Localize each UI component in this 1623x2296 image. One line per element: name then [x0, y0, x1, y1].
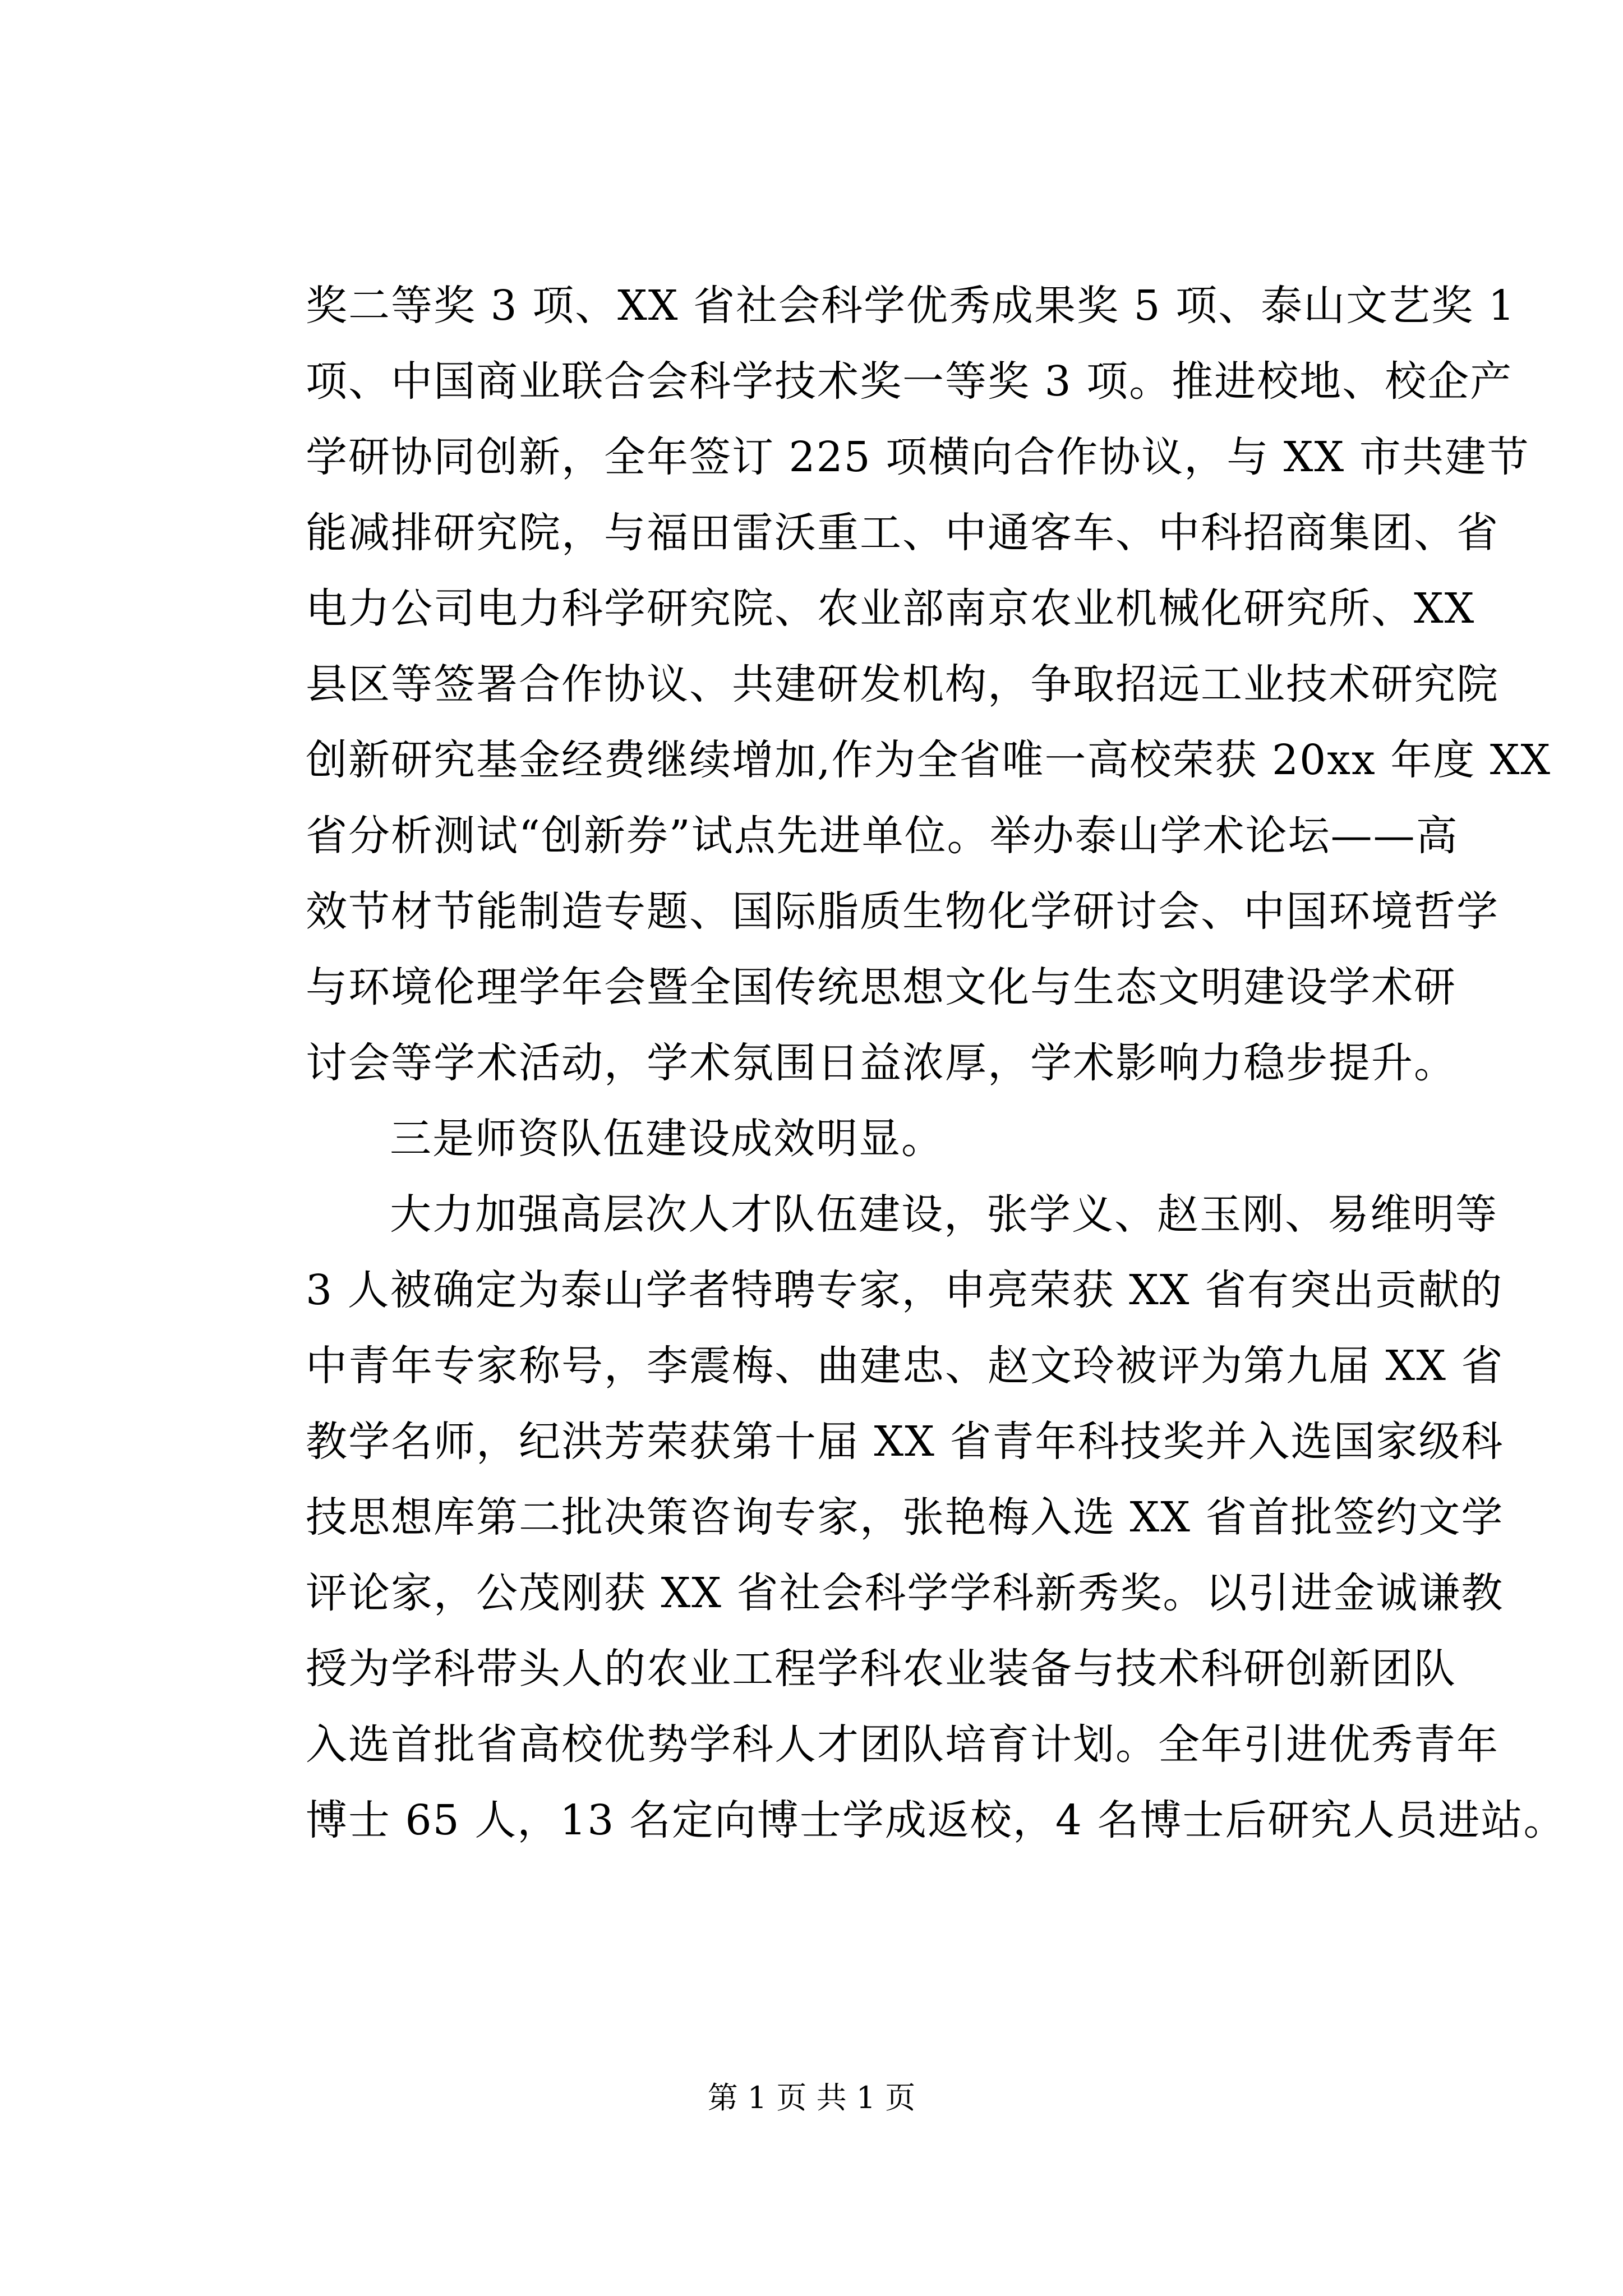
text-line: 评论家，公茂刚获 XX 省社会科学学科新秀奖。以引进金诚谦教 — [306, 1569, 1504, 1617]
text-line: 与环境伦理学年会暨全国传统思想文化与生态文明建设学术研 — [306, 963, 1456, 1011]
text-line: 能减排研究院，与福田雷沃重工、中通客车、中科招商集团、省 — [306, 509, 1499, 557]
text-line: 奖二等奖 3 项、XX 省社会科学优秀成果奖 5 项、泰山文艺奖 1 — [306, 282, 1516, 330]
text-line: 县区等签署合作协议、共建研发机构，争取招远工业技术研究院 — [306, 660, 1499, 708]
text-line: 技思想库第二批决策咨询专家，张艳梅入选 XX 省首批签约文学 — [306, 1493, 1504, 1542]
section-heading: 三是师资队伍建设成效明显。 — [390, 1115, 944, 1163]
text-line: 项、中国商业联合会科学技术奖一等奖 3 项。推进校地、校企产 — [306, 357, 1513, 406]
text-line: 省分析测试“创新券”试点先进单位。举办泰山学术论坛——高 — [306, 812, 1459, 860]
text-line: 教学名师，纪洪芳荣获第十届 XX 省青年科技奖并入选国家级科 — [306, 1418, 1504, 1466]
text-line: 学研协同创新，全年签订 225 项横向合作协议，与 XX 市共建节 — [306, 433, 1530, 481]
text-line: 3 人被确定为泰山学者特聘专家，申亮荣获 XX 省有突出贡献的 — [306, 1266, 1504, 1314]
text-line: 中青年专家称号，李震梅、曲建忠、赵文玲被评为第九届 XX 省 — [306, 1342, 1504, 1390]
text-line: 博士 65 人，13 名定向博士学成返校，4 名博士后研究人员进站。 — [306, 1796, 1566, 1844]
text-line: 授为学科带头人的农业工程学科农业装备与技术科研创新团队 — [306, 1645, 1456, 1693]
page-number-footer: 第 1 页 共 1 页 — [707, 2080, 916, 2115]
text-line: 入选首批省高校优势学科人才团队培育计划。全年引进优秀青年 — [306, 1720, 1499, 1769]
text-line-paragraph-end: 讨会等学术活动，学术氛围日益浓厚，学术影响力稳步提升。 — [306, 1039, 1456, 1087]
text-line: 效节材节能制造专题、国际脂质生物化学研讨会、中国环境哲学 — [306, 887, 1499, 936]
text-line: 创新研究基金经费继续增加,作为全省唯一高校荣获 20xx 年度 XX — [306, 736, 1552, 784]
text-line: 电力公司电力科学研究院、农业部南京农业机械化研究所、XX — [306, 585, 1476, 633]
text-line-paragraph-start: 大力加强高层次人才队伍建设，张学义、赵玉刚、易维明等 — [390, 1190, 1498, 1239]
